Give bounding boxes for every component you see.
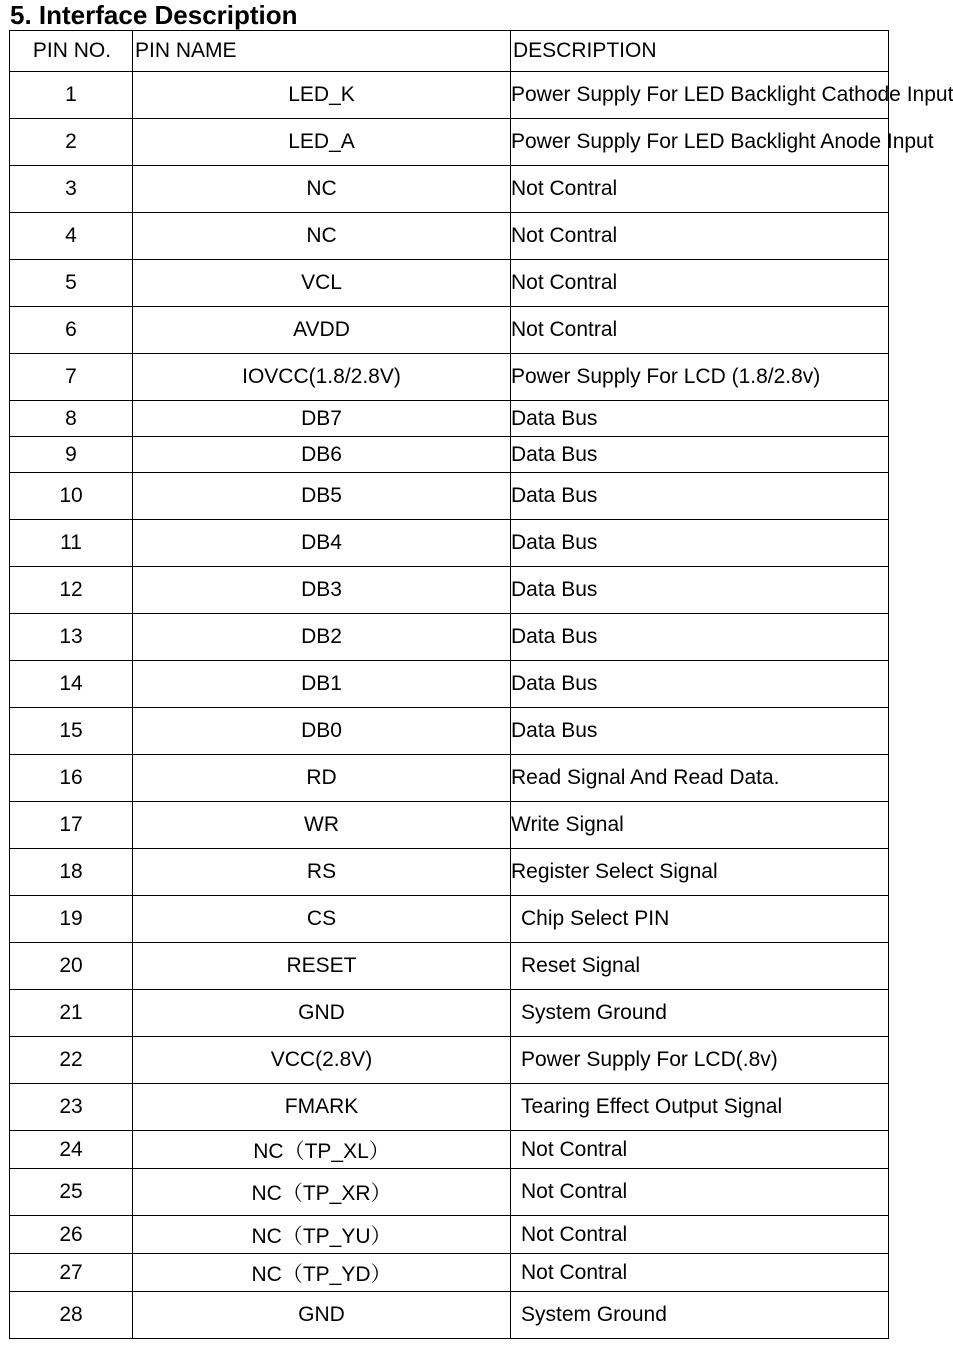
pin-name-cell: DB5 xyxy=(133,473,511,520)
table-row xyxy=(10,567,889,614)
pin-name-cell: RESET xyxy=(133,943,511,990)
table-row xyxy=(10,755,889,802)
pin-name-cell: IOVCC(1.8/2.8V) xyxy=(133,354,511,401)
table-row xyxy=(10,1037,889,1084)
pin-number-cell: 26 xyxy=(10,1216,133,1254)
pin-name-cell: DB6 xyxy=(133,437,511,473)
pin-description-cell: Power Supply For LCD(.8v) xyxy=(511,1037,889,1084)
pin-number-cell: 10 xyxy=(10,473,133,520)
header-pin-no: PIN NO. xyxy=(10,31,133,72)
table-row xyxy=(10,1131,889,1169)
pin-description-cell: Not Contral xyxy=(511,166,889,213)
pin-number-cell: 7 xyxy=(10,354,133,401)
pin-description-cell: Not Contral xyxy=(511,260,889,307)
pin-description-cell: System Ground xyxy=(511,1292,889,1339)
pin-description-cell: Chip Select PIN xyxy=(511,896,889,943)
pin-description-cell: Write Signal xyxy=(511,802,889,849)
pin-number-cell: 22 xyxy=(10,1037,133,1084)
pin-description-cell: Not Contral xyxy=(511,1216,889,1254)
pin-number-cell: 6 xyxy=(10,307,133,354)
pin-number-cell: 24 xyxy=(10,1131,133,1169)
pin-number-cell: 9 xyxy=(10,437,133,473)
pin-number-cell: 8 xyxy=(10,401,133,437)
pin-description-cell: Power Supply For LED Backlight Anode Input xyxy=(511,119,889,166)
pin-number-cell: 5 xyxy=(10,260,133,307)
pin-description-cell: Data Bus xyxy=(511,661,889,708)
table-row xyxy=(10,802,889,849)
pin-name-cell: LED_K xyxy=(133,72,511,119)
table-row xyxy=(10,437,889,473)
table-row xyxy=(10,943,889,990)
pin-name-cell: DB0 xyxy=(133,708,511,755)
pin-number-cell: 14 xyxy=(10,661,133,708)
pin-description-cell: Register Select Signal xyxy=(511,849,889,896)
pin-number-cell: 21 xyxy=(10,990,133,1037)
pin-number-cell: 3 xyxy=(10,166,133,213)
pin-name-cell: RS xyxy=(133,849,511,896)
section-title: 5. Interface Description xyxy=(10,0,298,30)
pin-number-cell: 4 xyxy=(10,213,133,260)
pin-name-cell: WR xyxy=(133,802,511,849)
table-row xyxy=(10,520,889,567)
header-pin-name: PIN NAME xyxy=(133,31,511,72)
pin-description-cell: Reset Signal xyxy=(511,943,889,990)
pin-name-cell: NC（TP_XL） xyxy=(133,1131,511,1169)
pin-name-cell: NC xyxy=(133,166,511,213)
pin-description-cell: Not Contral xyxy=(511,1131,889,1169)
pin-description-cell: Data Bus xyxy=(511,567,889,614)
pin-number-cell: 2 xyxy=(10,119,133,166)
pin-number-cell: 27 xyxy=(10,1254,133,1292)
table-row xyxy=(10,1292,889,1339)
pin-number-cell: 25 xyxy=(10,1169,133,1216)
pin-description-cell: Data Bus xyxy=(511,614,889,661)
table-row xyxy=(10,119,889,166)
pin-number-cell: 13 xyxy=(10,614,133,661)
pin-description-cell: Not Contral xyxy=(511,1254,889,1292)
pin-number-cell: 15 xyxy=(10,708,133,755)
pin-description-cell: Power Supply For LED Backlight Cathode Input xyxy=(511,72,889,119)
pin-name-cell: VCL xyxy=(133,260,511,307)
table-header-row xyxy=(10,31,889,72)
pin-description-cell: Data Bus xyxy=(511,437,889,473)
table-row xyxy=(10,260,889,307)
pin-name-cell: AVDD xyxy=(133,307,511,354)
table-row xyxy=(10,307,889,354)
pin-name-cell: GND xyxy=(133,990,511,1037)
table-row xyxy=(10,661,889,708)
header-description: DESCRIPTION xyxy=(511,31,889,72)
table-row xyxy=(10,990,889,1037)
pin-number-cell: 11 xyxy=(10,520,133,567)
table-row xyxy=(10,614,889,661)
table-row xyxy=(10,849,889,896)
pin-description-cell: Data Bus xyxy=(511,473,889,520)
table-row xyxy=(10,1254,889,1292)
pin-name-cell: NC xyxy=(133,213,511,260)
pin-name-cell: LED_A xyxy=(133,119,511,166)
pin-number-cell: 20 xyxy=(10,943,133,990)
interface-table xyxy=(9,30,953,1339)
table-row xyxy=(10,166,889,213)
pin-description-cell: System Ground xyxy=(511,990,889,1037)
table-row xyxy=(10,473,889,520)
pin-description-cell: Not Contral xyxy=(511,307,889,354)
pin-name-cell: NC（TP_XR） xyxy=(133,1169,511,1216)
pin-name-cell: DB3 xyxy=(133,567,511,614)
pin-description-cell: Power Supply For LCD (1.8/2.8v) xyxy=(511,354,889,401)
pin-number-cell: 28 xyxy=(10,1292,133,1339)
table-row xyxy=(10,72,889,119)
pin-name-cell: GND xyxy=(133,1292,511,1339)
pin-description-cell: Not Contral xyxy=(511,1169,889,1216)
pin-name-cell: NC（TP_YU） xyxy=(133,1216,511,1254)
table-row xyxy=(10,1216,889,1254)
table-row xyxy=(10,708,889,755)
pin-name-cell: FMARK xyxy=(133,1084,511,1131)
table-row xyxy=(10,213,889,260)
pin-name-cell: DB1 xyxy=(133,661,511,708)
pin-name-cell: DB7 xyxy=(133,401,511,437)
pin-number-cell: 1 xyxy=(10,72,133,119)
pin-description-cell: Tearing Effect Output Signal xyxy=(511,1084,889,1131)
pin-number-cell: 17 xyxy=(10,802,133,849)
pin-name-cell: VCC(2.8V) xyxy=(133,1037,511,1084)
table-row xyxy=(10,1084,889,1131)
table-row xyxy=(10,401,889,437)
pin-number-cell: 12 xyxy=(10,567,133,614)
pin-name-cell: NC（TP_YD） xyxy=(133,1254,511,1292)
pin-description-cell: Data Bus xyxy=(511,520,889,567)
table-row xyxy=(10,1169,889,1216)
pin-description-cell: Data Bus xyxy=(511,708,889,755)
pin-number-cell: 19 xyxy=(10,896,133,943)
pin-number-cell: 18 xyxy=(10,849,133,896)
pin-name-cell: DB4 xyxy=(133,520,511,567)
pin-description-cell: Data Bus xyxy=(511,401,889,437)
table-row xyxy=(10,354,889,401)
pin-name-cell: DB2 xyxy=(133,614,511,661)
pin-number-cell: 23 xyxy=(10,1084,133,1131)
table-row xyxy=(10,896,889,943)
pin-description-cell: Read Signal And Read Data. xyxy=(511,755,889,802)
pin-name-cell: CS xyxy=(133,896,511,943)
pin-description-cell: Not Contral xyxy=(511,213,889,260)
pin-number-cell: 16 xyxy=(10,755,133,802)
pin-name-cell: RD xyxy=(133,755,511,802)
